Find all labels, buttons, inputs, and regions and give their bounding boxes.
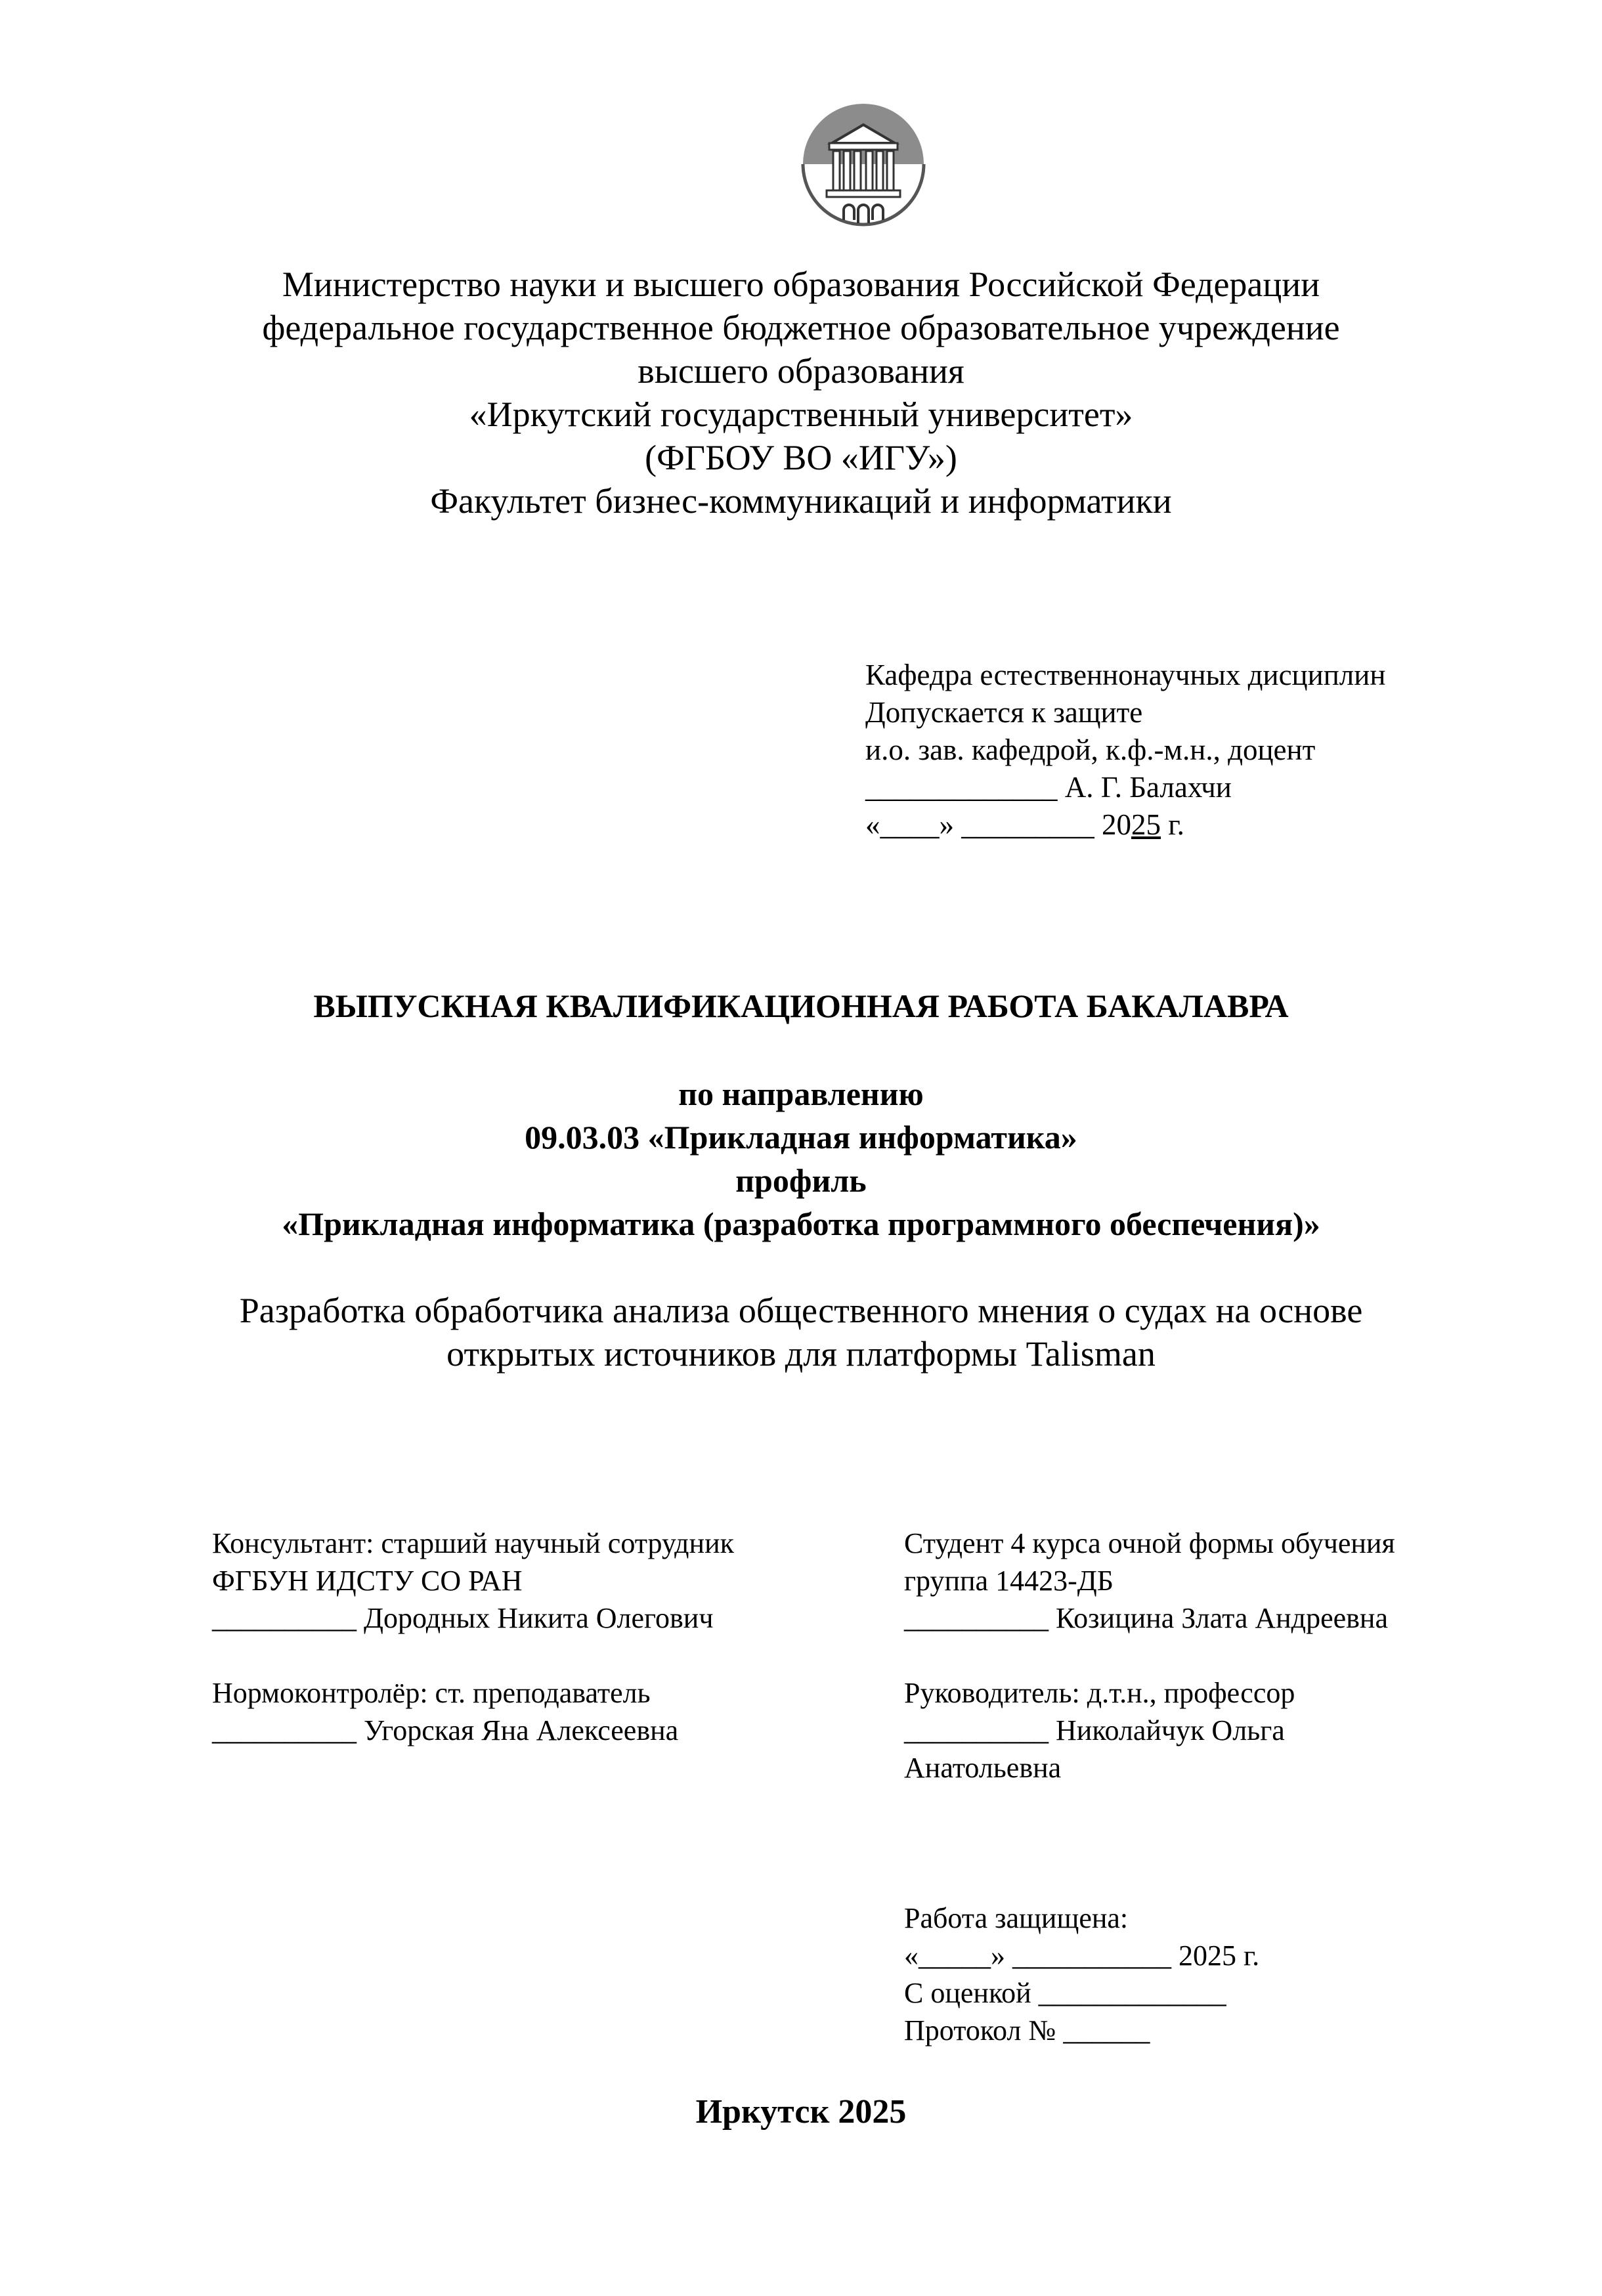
consultant-line: __________ Дородных Никита Олегович [212,1602,714,1634]
student-line: Студент 4 курса очной формы обучения [904,1527,1395,1559]
direction-line: «Прикладная информатика (разработка программного обеспечения)» [282,1205,1320,1242]
university-logo-icon [798,98,929,230]
student-line: __________ Козицина Злата Андреевна [904,1602,1388,1634]
defense-line: «_____» ___________ 2025 г. [904,1939,1260,1972]
topic-line: открытых источников для платформы Talisman [446,1334,1156,1374]
admitted-label: Допускается к защите [865,696,1143,729]
direction-block [0,1072,1602,1245]
supervisor-line: Руководитель: д.т.н., профессор [904,1677,1295,1709]
topic-line: Разработка обработчика анализа общественного мнения о судах на основе [239,1291,1363,1330]
normcontrol-block [212,1674,678,1749]
consultant-line: ФГБУН ИДСТУ СО РАН [212,1565,523,1597]
header-line: Министерство науки и высшего образования Российской Федерации [282,265,1320,304]
head-signature: _____________ А. Г. Балахчи [865,771,1232,804]
consultant-block [212,1525,734,1637]
thesis-topic [0,1289,1602,1375]
supervisor-line: __________ Николайчук Ольга [904,1714,1285,1746]
supervisor-line: Анатольевна [904,1752,1062,1784]
student-line: группа 14423-ДБ [904,1565,1114,1597]
approval-block [865,657,1385,844]
student-block [904,1525,1395,1637]
direction-line: профиль [735,1162,867,1199]
approval-date-year: 25 [1131,808,1161,841]
approval-date-prefix: «____» _________ 20 [865,808,1131,841]
consultant-line: Консультант: старший научный сотрудник [212,1527,735,1559]
head-position: и.о. зав. кафедрой, к.ф.-м.н., доцент [865,733,1316,766]
header-line: Факультет бизнес-коммуникаций и информатики [430,481,1172,521]
defense-line: Протокол № ______ [904,2014,1150,2047]
defense-line: С оценкой _____________ [904,1977,1226,2009]
work-title: ВЫПУСКНАЯ КВАЛИФИКАЦИОННАЯ РАБОТА БАКАЛАВРА [313,987,1289,1024]
supervisor-block [904,1674,1295,1787]
department-name: Кафедра естественнонаучных дисциплин [865,659,1386,691]
institution-header [0,263,1602,523]
normcontrol-line: Нормоконтролёр: ст. преподаватель [212,1677,651,1709]
direction-line: 09.03.03 «Прикладная информатика» [525,1119,1077,1156]
header-line: «Иркутский государственный университет» [469,395,1133,434]
normcontrol-line: __________ Угорская Яна Алексеевна [212,1714,679,1746]
approval-date-suffix: г. [1161,808,1184,841]
header-line: высшего образования [638,351,964,391]
defense-block [904,1899,1259,2049]
direction-line: по направлению [678,1075,924,1112]
header-line: федеральное государственное бюджетное образовательное учреждение [262,308,1340,347]
header-line: (ФГБОУ ВО «ИГУ») [645,438,957,477]
city-year: Иркутск 2025 [695,2093,907,2131]
defense-line: Работа защищена: [904,1902,1129,1934]
approval-date [865,806,1385,844]
